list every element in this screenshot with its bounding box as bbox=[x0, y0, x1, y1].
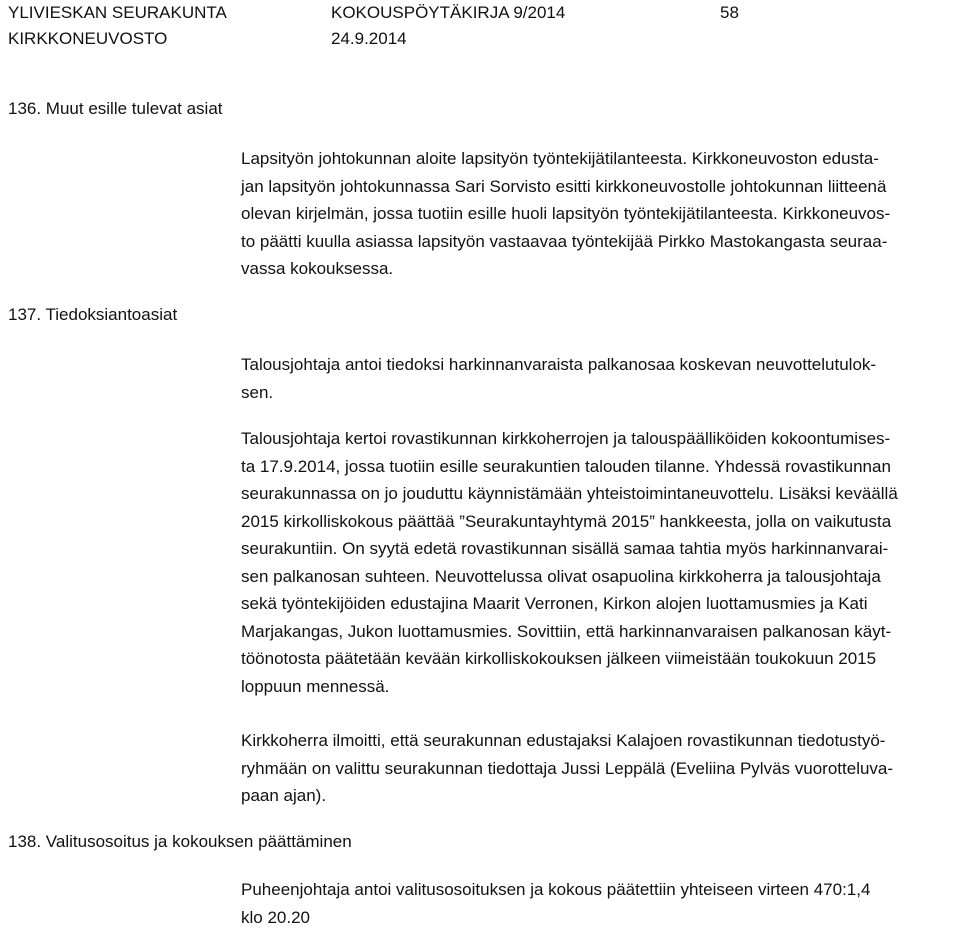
text-line: seurakuntiin. On syytä edetä rovastikunnan sisällä samaa tahtia myös harkinnanvarai- bbox=[241, 535, 953, 563]
text-line: ryhmään on valittu seurakunnan tiedottaja Jussi Leppälä (Eveliina Pylväs vuorotteluva- bbox=[241, 755, 953, 783]
section-138-paragraph-1 bbox=[241, 876, 953, 931]
text-line: seurakunnassa on jo jouduttu käynnistämään yhteistoimintaneuvottelu. Lisäksi keväällä bbox=[241, 480, 953, 508]
text-line: sen palkanosan suhteen. Neuvottelussa olivat osapuolina kirkkoherra ja talousjohtaja bbox=[241, 563, 953, 591]
section-136-paragraph-1 bbox=[241, 145, 953, 283]
section-137-paragraph-2 bbox=[241, 425, 953, 700]
section-title-137: 137. Tiedoksiantoasiat bbox=[8, 305, 177, 325]
section-137-paragraph-1 bbox=[241, 351, 953, 406]
text-line: Puheenjohtaja antoi valitusosoituksen ja kokous päätettiin yhteiseen virteen 470:1,4 bbox=[241, 876, 953, 904]
text-line: 2015 kirkolliskokous päättää ”Seurakuntayhtymä 2015” hankkeesta, jolla on vaikutusta bbox=[241, 508, 953, 536]
header-organization: YLIVIESKAN SEURAKUNTA bbox=[8, 3, 227, 23]
text-line: vassa kokouksessa. bbox=[241, 255, 953, 283]
text-line: Kirkkoherra ilmoitti, että seurakunnan edustajaksi Kalajoen rovastikunnan tiedotustyö- bbox=[241, 727, 953, 755]
text-line: to päätti kuulla asiassa lapsityön vastaavaa työntekijää Pirkko Mastokangasta seuraa- bbox=[241, 228, 953, 256]
text-line: jan lapsityön johtokunnassa Sari Sorvisto esitti kirkkoneuvostolle johtokunnan liitteenä bbox=[241, 173, 953, 201]
text-line: sekä työntekijöiden edustajina Maarit Verronen, Kirkon alojen luottamusmies ja Kati bbox=[241, 590, 953, 618]
section-137-paragraph-3 bbox=[241, 727, 953, 810]
section-title-138: 138. Valitusosoitus ja kokouksen päättäminen bbox=[8, 832, 352, 852]
header-page-number: 58 bbox=[720, 3, 739, 23]
text-line: töönotosta päätetään kevään kirkolliskokouksen jälkeen viimeistään toukokuun 2015 bbox=[241, 645, 953, 673]
text-line: ta 17.9.2014, jossa tuotiin esille seurakuntien talouden tilanne. Yhdessä rovastikunnan bbox=[241, 453, 953, 481]
text-line: Lapsityön johtokunnan aloite lapsityön työntekijätilanteesta. Kirkkoneuvoston edusta- bbox=[241, 145, 953, 173]
text-line: Talousjohtaja kertoi rovastikunnan kirkkoherrojen ja talouspäälliköiden kokoontumises- bbox=[241, 425, 953, 453]
section-title-136: 136. Muut esille tulevat asiat bbox=[8, 99, 223, 119]
text-line: loppuun mennessä. bbox=[241, 673, 953, 701]
header-body: KIRKKONEUVOSTO bbox=[8, 29, 167, 49]
header-date: 24.9.2014 bbox=[331, 29, 407, 49]
text-line: klo 20.20 bbox=[241, 904, 953, 931]
text-line: paan ajan). bbox=[241, 782, 953, 810]
text-line: Marjakangas, Jukon luottamusmies. Sovittiin, että harkinnanvaraisen palkanosan käyt- bbox=[241, 618, 953, 646]
text-line: sen. bbox=[241, 379, 953, 407]
text-line: olevan kirjelmän, jossa tuotiin esille huoli lapsityön työntekijätilanteesta. Kirkkoneuvos- bbox=[241, 200, 953, 228]
text-line: Talousjohtaja antoi tiedoksi harkinnanvaraista palkanosaa koskevan neuvottelutulok- bbox=[241, 351, 953, 379]
header-document-title: KOKOUSPÖYTÄKIRJA 9/2014 bbox=[331, 3, 565, 23]
